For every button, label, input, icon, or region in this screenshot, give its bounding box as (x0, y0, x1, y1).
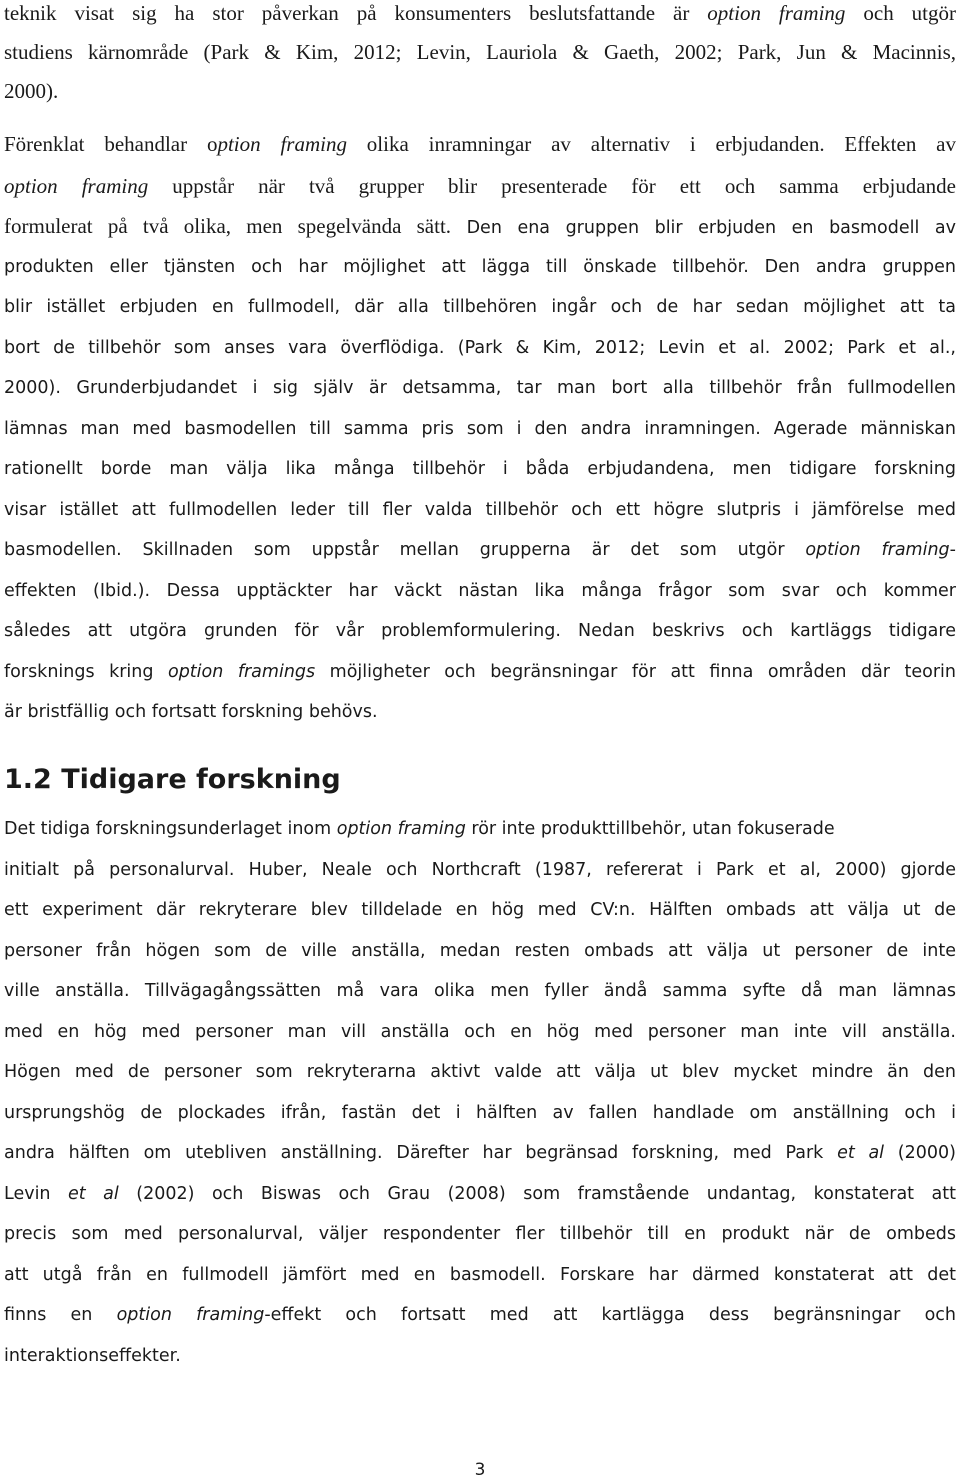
paragraph-line (4, 899, 956, 921)
text-run: blir istället erbjuden en fullmodell, där alla tillbehören ingår och de har sedan möjlighet att ta (4, 297, 956, 317)
italic-term: option framing (116, 1305, 265, 1325)
text-run: -effekt och fortsatt med att kartlägga dess begränsningar och (264, 1305, 956, 1325)
text-run: (2002) och Biswas och Grau (2008) som framstående undantag, konstaterat att (118, 1184, 956, 1204)
paragraph-line (4, 580, 956, 602)
paragraph-line (4, 1223, 956, 1245)
paragraph-line (4, 940, 956, 962)
text-run: Den ena gruppen blir erbjuden en basmodell av (451, 218, 956, 238)
paragraph-line (4, 1021, 956, 1043)
text-run: olika inramningar av alternativ i erbjudanden. Effekten av (346, 132, 956, 156)
text-run: finns en (4, 1305, 117, 1325)
paragraph-line (4, 859, 956, 881)
text-run: med en hög med personer man vill anställa och en hög med personer man inte vill anställa. (4, 1022, 956, 1042)
text-run: initialt på personalurval. Huber, Neale och Northcraft (1987, refererat i Park et al, 2000) gjorde (4, 860, 956, 880)
italic-term: et al (837, 1143, 885, 1163)
text-run: Det tidiga forskningsunderlaget inom (4, 819, 337, 839)
text-run: forsknings kring (4, 662, 168, 682)
text-run: uppstår när två grupper blir presenterade för ett och samma erbjudande (148, 174, 956, 198)
text-run: studiens kärnområde (Park & Kim, 2012; Levin, Lauriola & Gaeth, 2002; Park, Jun & Macinnis, (4, 40, 956, 64)
paragraph-line (4, 418, 956, 440)
text-run: och utgör (845, 1, 956, 25)
text-run: Högen med de personer som rekryterarna aktivt valde att välja ut blev mycket mindre än den (4, 1062, 956, 1082)
paragraph-line (4, 215, 956, 239)
italic-term: option framing (336, 819, 466, 839)
italic-term: option framing (4, 174, 149, 198)
text-run: är bristfällig och fortsatt forskning behövs. (4, 702, 378, 722)
text-run: rör inte produkttillbehör, utan fokuserade (465, 819, 835, 839)
text-run: precis som med personalurval, väljer respondenter fler tillbehör till en produkt när de ombeds (4, 1224, 956, 1244)
text-run: (2000) (884, 1143, 956, 1163)
text-run: ett experiment där rekryterare blev tilldelade en hög med CV:n. Hälften ombads att välja ut de (4, 900, 956, 920)
paragraph-line (4, 701, 956, 723)
text-run: således att utgöra grunden för vår problemformulering. Nedan beskrivs och kartläggs tidigare (4, 621, 956, 641)
paragraph-line (4, 296, 956, 318)
italic-term: option framing (805, 540, 950, 560)
italic-term: option framing (707, 1, 846, 25)
text-run: Levin (4, 1184, 69, 1204)
italic-term: option framings (167, 662, 316, 682)
text-run: visar istället att fullmodellen leder till fler valda tillbehör och ett högre slutpris i jämförelse med (4, 500, 956, 520)
italic-term: et al (68, 1184, 119, 1204)
text-run: Förenklat behandlar o (4, 132, 218, 156)
paragraph-line (4, 1304, 956, 1326)
text-run: interaktionseffekter. (4, 1346, 181, 1366)
text-run: basmodellen. Skillnaden som uppstår mellan grupperna är det som utgör (4, 540, 806, 560)
text-run: att utgå från en fullmodell jämfört med en basmodell. Forskare har därmed konstaterat att det (4, 1265, 956, 1285)
paragraph-line (4, 1183, 956, 1205)
paragraph-line (4, 818, 956, 840)
paragraph-line (4, 458, 956, 480)
paragraph-line (4, 980, 956, 1002)
section-heading: 1.2 Tidigare forskning (4, 764, 341, 795)
paragraph-line (4, 620, 956, 642)
text-run: andra hälften om utebliven anställning. Därefter har begränsad forskning, med Park (4, 1143, 838, 1163)
text-run: teknik visat sig ha stor påverkan på konsumenters beslutsfattande är (4, 1, 708, 25)
paragraph-line (4, 1142, 956, 1164)
text-run: formulerat på två olika, men spegelvända sätt. (4, 214, 452, 238)
text-run: ursprungshög de plockades ifrån, fastän det i hälften av fallen handlade om anställning och i (4, 1103, 956, 1123)
text-run: produkten eller tjänsten och har möjlighet att lägga till önskade tillbehör. Den andra gruppen (4, 257, 956, 277)
paragraph-line (4, 661, 956, 683)
text-run: möjligheter och begränsningar för att finna områden där teorin (315, 662, 956, 682)
paragraph-line (4, 41, 956, 65)
paragraph-line (4, 133, 956, 157)
text-run: 2000). Grunderbjudandet i sig själv är detsamma, tar man bort alla tillbehör från fullmodellen (4, 378, 956, 398)
paragraph-line (4, 175, 956, 199)
text-run: - (949, 540, 956, 560)
text-run: rationellt borde man välja lika många tillbehör i båda erbjudandena, men tidigare forskning (4, 459, 956, 479)
paragraph-line (4, 80, 956, 104)
paragraph-line (4, 337, 956, 359)
italic-term: ption framing (217, 132, 347, 156)
text-run: personer från högen som de ville anställa, medan resten ombads att välja ut personer de inte (4, 941, 956, 961)
paragraph-line (4, 256, 956, 278)
paragraph-line (4, 539, 956, 561)
paragraph-line (4, 1345, 956, 1367)
text-run: effekten (Ibid.). Dessa upptäckter har väckt nästan lika många frågor som svar och kommer (4, 581, 956, 601)
paragraph-line (4, 1102, 956, 1124)
text-run: ville anställa. Tillvägagångssätten må vara olika men fyller ändå samma syfte då man lämnas (4, 981, 956, 1001)
paragraph-line (4, 377, 956, 399)
paragraph-line (4, 1061, 956, 1083)
paragraph-line (4, 2, 956, 26)
text-run: 2000). (4, 79, 59, 103)
text-run: bort de tillbehör som anses vara överflödiga. (Park & Kim, 2012; Levin et al. 2002; Park et al., (4, 338, 956, 358)
paragraph-line (4, 1264, 956, 1286)
text-run: lämnas man med basmodellen till samma pris som i den andra inramningen. Agerade människan (4, 419, 956, 439)
page-number: 3 (474, 1460, 486, 1480)
paragraph-line (4, 499, 956, 521)
